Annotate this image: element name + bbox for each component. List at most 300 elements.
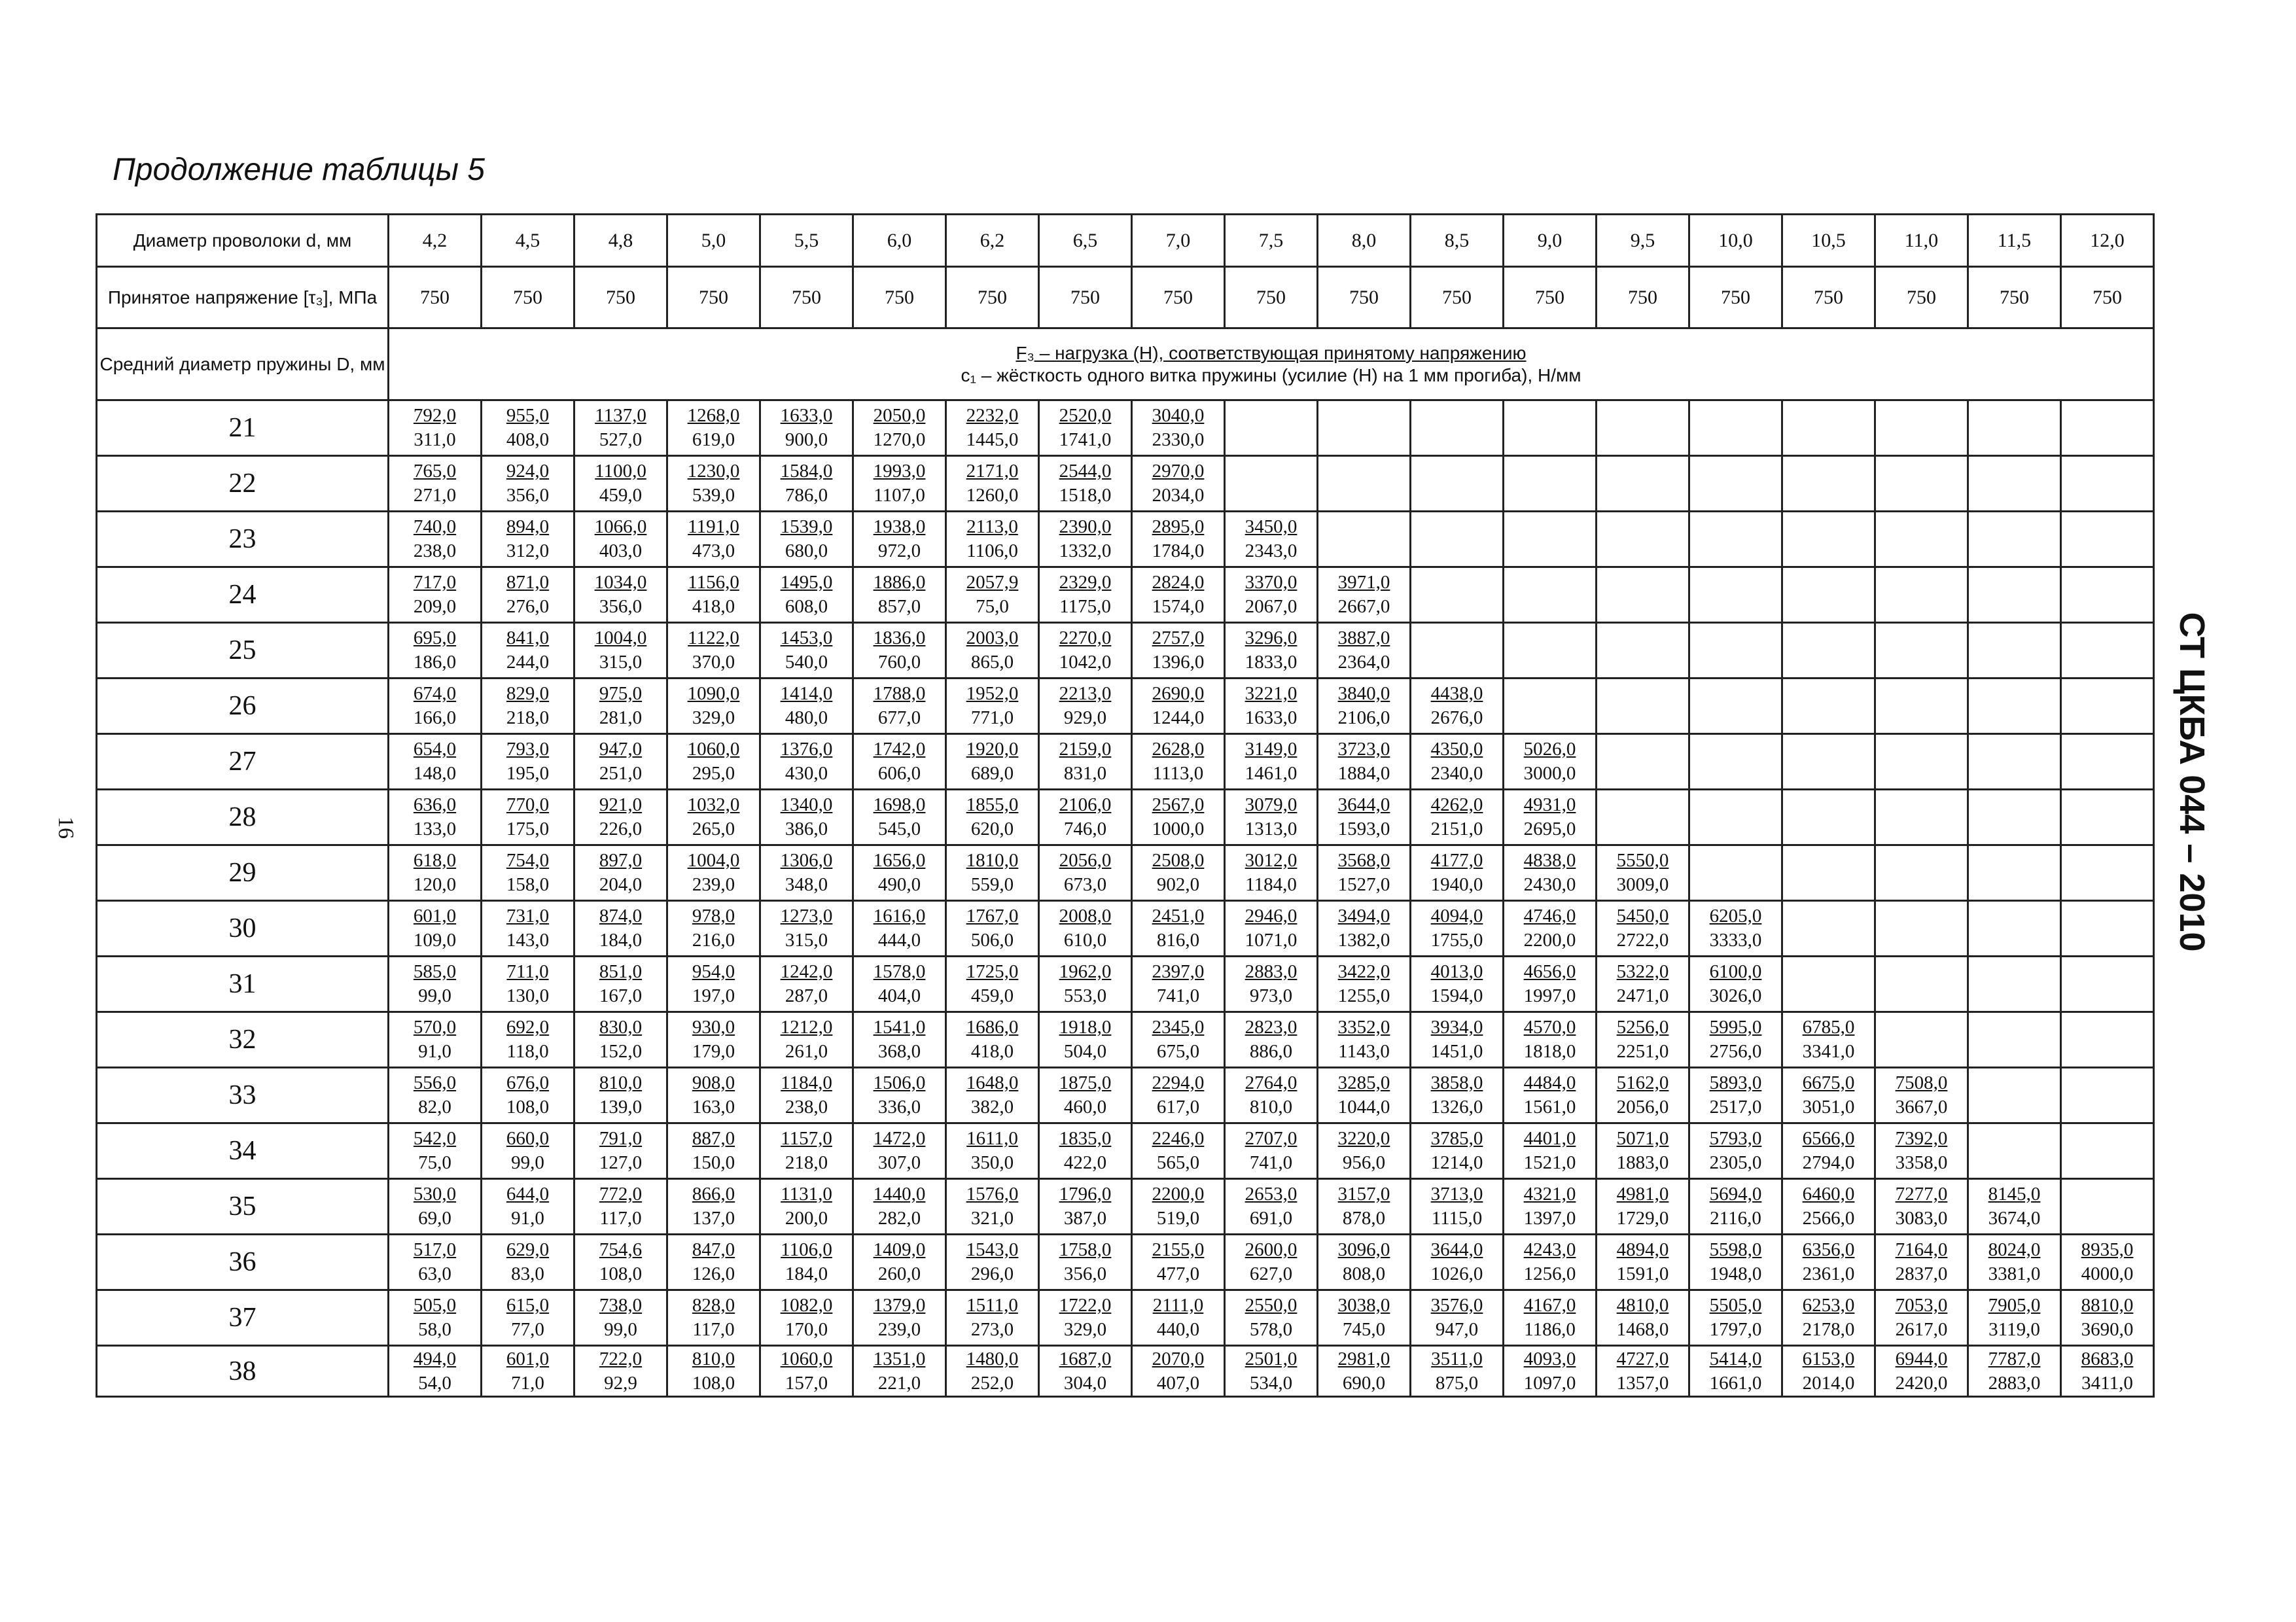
stiffness-value: 218,0 bbox=[506, 707, 550, 728]
load-value: 556,0 bbox=[413, 1072, 457, 1093]
value-cell bbox=[1875, 567, 1968, 623]
load-value: 4094,0 bbox=[1430, 906, 1483, 926]
load-value: 5322,0 bbox=[1616, 961, 1669, 982]
stiffness-value: 350,0 bbox=[970, 1152, 1014, 1173]
value-cell bbox=[1597, 790, 1689, 845]
stiffness-value: 3083,0 bbox=[1895, 1208, 1948, 1229]
value-cell bbox=[2061, 790, 2154, 845]
load-value: 6205,0 bbox=[1709, 906, 1762, 926]
load-value: 517,0 bbox=[413, 1239, 457, 1260]
stiffness-value: 336,0 bbox=[877, 1097, 921, 1118]
wire-diameter-value: 6,2 bbox=[946, 215, 1039, 267]
value-cell bbox=[1782, 456, 1875, 512]
value-cell bbox=[1225, 623, 1318, 679]
table-row bbox=[97, 790, 2154, 845]
load-value: 1758,0 bbox=[1059, 1239, 1112, 1260]
stiffness-value: 75,0 bbox=[418, 1152, 451, 1173]
load-value: 924,0 bbox=[506, 461, 550, 482]
value-cell bbox=[667, 567, 760, 623]
value-cell bbox=[760, 512, 853, 567]
stiffness-value: 356,0 bbox=[506, 485, 550, 506]
wire-diameter-value: 6,0 bbox=[853, 215, 946, 267]
value-cell bbox=[667, 1012, 760, 1068]
value-cell bbox=[1875, 1235, 1968, 1290]
stiffness-value: 1461,0 bbox=[1245, 763, 1298, 784]
wire-diameter-value: 4,8 bbox=[574, 215, 667, 267]
load-value: 7905,0 bbox=[1988, 1295, 2041, 1316]
stiffness-value: 69,0 bbox=[418, 1208, 451, 1229]
value-cell bbox=[1597, 1012, 1689, 1068]
stiffness-value: 252,0 bbox=[970, 1372, 1014, 1394]
stiffness-value: 329,0 bbox=[692, 707, 735, 728]
load-value: 618,0 bbox=[413, 850, 457, 871]
value-cell bbox=[760, 1290, 853, 1346]
load-value: 1584,0 bbox=[780, 461, 833, 482]
value-cell bbox=[389, 1346, 482, 1397]
load-value: 2390,0 bbox=[1059, 516, 1112, 537]
value-cell bbox=[946, 1179, 1039, 1235]
load-value: 847,0 bbox=[692, 1239, 735, 1260]
load-value: 3040,0 bbox=[1152, 405, 1205, 426]
load-value: 1268,0 bbox=[687, 405, 740, 426]
load-value: 6253,0 bbox=[1802, 1295, 1855, 1316]
value-cell bbox=[482, 567, 574, 623]
load-value: 2270,0 bbox=[1059, 627, 1112, 648]
stiffness-value: 506,0 bbox=[970, 930, 1014, 951]
stiffness-value: 127,0 bbox=[599, 1152, 643, 1173]
stiffness-value: 1071,0 bbox=[1245, 930, 1298, 951]
stiffness-value: 311,0 bbox=[414, 429, 456, 450]
load-value: 1472,0 bbox=[873, 1128, 926, 1149]
stiffness-value: 152,0 bbox=[599, 1041, 643, 1062]
value-cell bbox=[1968, 1012, 2061, 1068]
wire-diameter-value: 7,5 bbox=[1225, 215, 1318, 267]
stiffness-value: 473,0 bbox=[692, 540, 735, 561]
stiffness-value: 1527,0 bbox=[1337, 874, 1390, 895]
load-value: 4484,0 bbox=[1523, 1072, 1576, 1093]
stiffness-value: 2361,0 bbox=[1802, 1263, 1855, 1284]
stiffness-value: 675,0 bbox=[1156, 1041, 1200, 1062]
value-cell bbox=[574, 790, 667, 845]
value-cell bbox=[2061, 845, 2154, 901]
standard-designation-text: СТ ЦКБА 044 – 2010 bbox=[2172, 612, 2212, 952]
stiffness-value: 2034,0 bbox=[1152, 485, 1205, 506]
stiffness-value: 741,0 bbox=[1249, 1152, 1293, 1173]
mean-diameter-cell: 24 bbox=[97, 567, 389, 623]
value-cell bbox=[389, 567, 482, 623]
stiffness-value: 408,0 bbox=[506, 429, 550, 450]
table-row bbox=[97, 456, 2154, 512]
value-cell bbox=[1875, 400, 1968, 456]
value-cell bbox=[1968, 845, 2061, 901]
value-cell bbox=[1411, 1012, 1504, 1068]
value-cell bbox=[1411, 400, 1504, 456]
stiffness-value: 816,0 bbox=[1156, 930, 1200, 951]
load-value: 1379,0 bbox=[873, 1295, 926, 1316]
stiffness-value: 143,0 bbox=[506, 930, 550, 951]
stiffness-value: 117,0 bbox=[599, 1208, 642, 1229]
value-cell bbox=[1968, 790, 2061, 845]
value-cell bbox=[389, 512, 482, 567]
load-value: 570,0 bbox=[413, 1017, 457, 1038]
stiffness-value: 1115,0 bbox=[1431, 1208, 1483, 1229]
stiffness-value: 184,0 bbox=[785, 1263, 828, 1284]
stress-value: 750 bbox=[1225, 267, 1318, 328]
value-cell bbox=[853, 567, 946, 623]
value-cell bbox=[667, 790, 760, 845]
value-cell bbox=[1504, 957, 1597, 1012]
stiffness-value: 1042,0 bbox=[1059, 652, 1112, 673]
load-value: 2008,0 bbox=[1059, 906, 1112, 926]
value-cell bbox=[1968, 679, 2061, 734]
table-row bbox=[97, 1346, 2154, 1397]
value-cell bbox=[853, 845, 946, 901]
value-cell bbox=[667, 512, 760, 567]
load-value: 2764,0 bbox=[1245, 1072, 1298, 1093]
load-value: 5026,0 bbox=[1523, 739, 1576, 760]
load-value: 810,0 bbox=[692, 1348, 735, 1369]
value-cell bbox=[1968, 623, 2061, 679]
legend-stiffness-text: c₁ – жёсткость одного витка пружины (усилие (Н) на 1 мм прогиба), Н/мм bbox=[961, 364, 1581, 385]
stiffness-value: 200,0 bbox=[785, 1208, 828, 1229]
value-cell bbox=[574, 623, 667, 679]
value-cell bbox=[853, 623, 946, 679]
load-value: 2757,0 bbox=[1152, 627, 1205, 648]
load-value: 1962,0 bbox=[1059, 961, 1112, 982]
load-value: 1918,0 bbox=[1059, 1017, 1112, 1038]
stiffness-value: 109,0 bbox=[413, 930, 457, 951]
value-cell bbox=[1411, 1346, 1504, 1397]
value-cell bbox=[853, 1068, 946, 1123]
value-cell bbox=[946, 1068, 1039, 1123]
value-cell bbox=[760, 1235, 853, 1290]
stress-value: 750 bbox=[1411, 267, 1504, 328]
stiffness-value: 91,0 bbox=[418, 1041, 451, 1062]
mean-diameter-label: Средний диаметр пружины D, мм bbox=[97, 328, 389, 400]
value-cell bbox=[1689, 1123, 1782, 1179]
load-value: 3352,0 bbox=[1337, 1017, 1390, 1038]
stiffness-value: 175,0 bbox=[506, 819, 550, 839]
load-value: 585,0 bbox=[413, 961, 457, 982]
stiffness-value: 99,0 bbox=[511, 1152, 544, 1173]
load-value: 1886,0 bbox=[873, 572, 926, 593]
value-cell bbox=[1875, 845, 1968, 901]
value-cell bbox=[1411, 456, 1504, 512]
stiffness-value: 58,0 bbox=[418, 1319, 451, 1340]
value-cell bbox=[1225, 1235, 1318, 1290]
load-value: 2883,0 bbox=[1245, 961, 1298, 982]
load-value: 722,0 bbox=[599, 1348, 643, 1369]
wire-diameter-value: 8,5 bbox=[1411, 215, 1504, 267]
stiffness-value: 956,0 bbox=[1342, 1152, 1386, 1173]
value-cell bbox=[1318, 1290, 1411, 1346]
stiffness-value: 1451,0 bbox=[1430, 1041, 1483, 1062]
load-value: 1034,0 bbox=[594, 572, 647, 593]
load-value: 5071,0 bbox=[1616, 1128, 1669, 1149]
stiffness-value: 1729,0 bbox=[1616, 1208, 1669, 1229]
value-cell bbox=[1225, 1012, 1318, 1068]
value-cell bbox=[482, 1346, 574, 1397]
stiffness-value: 137,0 bbox=[692, 1208, 735, 1229]
stiffness-value: 459,0 bbox=[970, 985, 1014, 1006]
stiffness-value: 477,0 bbox=[1156, 1263, 1200, 1284]
stiffness-value: 92,9 bbox=[604, 1372, 637, 1394]
value-cell bbox=[2061, 1235, 2154, 1290]
stiffness-value: 356,0 bbox=[1063, 1263, 1107, 1284]
load-value: 830,0 bbox=[599, 1017, 643, 1038]
value-cell bbox=[946, 1235, 1039, 1290]
value-cell bbox=[1132, 623, 1225, 679]
value-cell bbox=[760, 1123, 853, 1179]
load-value: 2213,0 bbox=[1059, 683, 1112, 704]
stiffness-value: 1026,0 bbox=[1430, 1263, 1483, 1284]
stress-value: 750 bbox=[1968, 267, 2061, 328]
load-value: 6675,0 bbox=[1802, 1072, 1855, 1093]
value-cell bbox=[1132, 1123, 1225, 1179]
value-cell bbox=[853, 901, 946, 957]
value-cell bbox=[389, 901, 482, 957]
value-cell bbox=[760, 845, 853, 901]
value-cell bbox=[1132, 790, 1225, 845]
value-cell bbox=[1225, 512, 1318, 567]
load-value: 3370,0 bbox=[1245, 572, 1298, 593]
load-value: 2451,0 bbox=[1152, 906, 1205, 926]
value-cell bbox=[760, 790, 853, 845]
value-cell bbox=[1039, 623, 1132, 679]
value-cell bbox=[574, 1068, 667, 1123]
stiffness-value: 578,0 bbox=[1249, 1319, 1293, 1340]
value-cell bbox=[389, 957, 482, 1012]
load-value: 2628,0 bbox=[1152, 739, 1205, 760]
wire-diameter-row bbox=[97, 215, 2154, 267]
wire-diameter-value: 4,2 bbox=[389, 215, 482, 267]
value-cell bbox=[1132, 679, 1225, 734]
load-value: 660,0 bbox=[506, 1128, 550, 1149]
load-value: 829,0 bbox=[506, 683, 550, 704]
load-value: 930,0 bbox=[692, 1017, 735, 1038]
value-cell bbox=[1689, 901, 1782, 957]
value-cell bbox=[1689, 400, 1782, 456]
stiffness-value: 296,0 bbox=[970, 1263, 1014, 1284]
load-value: 897,0 bbox=[599, 850, 643, 871]
stiffness-value: 418,0 bbox=[692, 596, 735, 617]
value-cell bbox=[1225, 1123, 1318, 1179]
value-cell bbox=[1504, 512, 1597, 567]
load-value: 6356,0 bbox=[1802, 1239, 1855, 1260]
value-cell bbox=[1411, 901, 1504, 957]
load-value: 6460,0 bbox=[1802, 1184, 1855, 1205]
value-cell bbox=[1039, 790, 1132, 845]
value-cell bbox=[946, 845, 1039, 901]
stiffness-value: 559,0 bbox=[970, 874, 1014, 895]
value-cell bbox=[2061, 957, 2154, 1012]
stiffness-value: 741,0 bbox=[1156, 985, 1200, 1006]
load-value: 5505,0 bbox=[1709, 1295, 1762, 1316]
stiffness-value: 307,0 bbox=[877, 1152, 921, 1173]
value-cell bbox=[1504, 734, 1597, 790]
value-cell bbox=[1225, 1068, 1318, 1123]
value-cell bbox=[482, 1179, 574, 1235]
value-cell bbox=[1132, 456, 1225, 512]
value-cell bbox=[1318, 456, 1411, 512]
stiffness-value: 1940,0 bbox=[1430, 874, 1483, 895]
value-cell bbox=[1039, 845, 1132, 901]
load-value: 2550,0 bbox=[1245, 1295, 1298, 1316]
load-value: 4262,0 bbox=[1430, 794, 1483, 815]
stress-value: 750 bbox=[1318, 267, 1411, 328]
value-cell bbox=[1132, 512, 1225, 567]
load-value: 4350,0 bbox=[1430, 739, 1483, 760]
load-value: 1578,0 bbox=[873, 961, 926, 982]
spring-table bbox=[96, 213, 2155, 1398]
value-cell bbox=[1411, 734, 1504, 790]
value-cell bbox=[946, 901, 1039, 957]
load-value: 1648,0 bbox=[966, 1072, 1019, 1093]
value-cell bbox=[574, 512, 667, 567]
load-value: 5793,0 bbox=[1709, 1128, 1762, 1149]
value-cell bbox=[1318, 1123, 1411, 1179]
mean-diameter-cell: 25 bbox=[97, 623, 389, 679]
stiffness-value: 608,0 bbox=[785, 596, 828, 617]
stiffness-value: 2420,0 bbox=[1895, 1372, 1948, 1394]
value-cell bbox=[2061, 1346, 2154, 1397]
load-value: 978,0 bbox=[692, 906, 735, 926]
load-value: 1122,0 bbox=[688, 627, 739, 648]
value-cell bbox=[1411, 1179, 1504, 1235]
mean-diameter-cell: 34 bbox=[97, 1123, 389, 1179]
stiffness-value: 2305,0 bbox=[1709, 1152, 1762, 1173]
stiffness-value: 2695,0 bbox=[1523, 819, 1576, 839]
load-value: 1191,0 bbox=[688, 516, 739, 537]
value-cell bbox=[2061, 679, 2154, 734]
load-value: 1920,0 bbox=[966, 739, 1019, 760]
value-cell bbox=[1411, 1123, 1504, 1179]
stiffness-value: 139,0 bbox=[599, 1097, 643, 1118]
wire-diameter-value: 9,5 bbox=[1597, 215, 1689, 267]
mean-diameter-cell: 22 bbox=[97, 456, 389, 512]
table-row bbox=[97, 400, 2154, 456]
load-value: 1212,0 bbox=[780, 1017, 833, 1038]
stiffness-value: 627,0 bbox=[1249, 1263, 1293, 1284]
stiffness-value: 540,0 bbox=[785, 652, 828, 673]
value-cell bbox=[1689, 1235, 1782, 1290]
stiffness-value: 209,0 bbox=[413, 596, 457, 617]
value-cell bbox=[1875, 1290, 1968, 1346]
stiffness-value: 370,0 bbox=[692, 652, 735, 673]
value-cell bbox=[1875, 456, 1968, 512]
value-cell bbox=[1782, 512, 1875, 567]
stiffness-value: 2340,0 bbox=[1430, 763, 1483, 784]
stress-value: 750 bbox=[2061, 267, 2154, 328]
stiffness-value: 130,0 bbox=[506, 985, 550, 1006]
stiffness-value: 315,0 bbox=[599, 652, 643, 673]
load-value: 1230,0 bbox=[687, 461, 740, 482]
load-value: 3221,0 bbox=[1245, 683, 1298, 704]
value-cell bbox=[2061, 567, 2154, 623]
value-cell bbox=[2061, 1179, 2154, 1235]
load-value: 4838,0 bbox=[1523, 850, 1576, 871]
stiffness-value: 1396,0 bbox=[1152, 652, 1205, 673]
value-cell bbox=[1225, 1290, 1318, 1346]
value-cell bbox=[853, 400, 946, 456]
stiffness-value: 2251,0 bbox=[1616, 1041, 1669, 1062]
value-cell bbox=[853, 1179, 946, 1235]
value-cell bbox=[1318, 1346, 1411, 1397]
load-value: 601,0 bbox=[413, 906, 457, 926]
stiffness-value: 3026,0 bbox=[1709, 985, 1762, 1006]
stiffness-value: 1000,0 bbox=[1152, 819, 1205, 839]
value-cell bbox=[1132, 1235, 1225, 1290]
value-cell bbox=[389, 1068, 482, 1123]
value-cell bbox=[482, 1123, 574, 1179]
stiffness-value: 808,0 bbox=[1342, 1263, 1386, 1284]
load-value: 1100,0 bbox=[595, 461, 646, 482]
stiffness-value: 422,0 bbox=[1063, 1152, 1107, 1173]
stiffness-value: 2364,0 bbox=[1337, 652, 1390, 673]
stiffness-value: 117,0 bbox=[692, 1319, 735, 1340]
stiffness-value: 158,0 bbox=[506, 874, 550, 895]
value-cell bbox=[946, 1123, 1039, 1179]
value-cell bbox=[760, 623, 853, 679]
stiffness-value: 677,0 bbox=[877, 707, 921, 728]
stress-value: 750 bbox=[482, 267, 574, 328]
mean-diameter-cell: 32 bbox=[97, 1012, 389, 1068]
stiffness-value: 312,0 bbox=[506, 540, 550, 561]
load-value: 1506,0 bbox=[873, 1072, 926, 1093]
stiffness-value: 1326,0 bbox=[1430, 1097, 1483, 1118]
table-row bbox=[97, 679, 2154, 734]
stiffness-value: 3000,0 bbox=[1523, 763, 1576, 784]
stiffness-value: 865,0 bbox=[970, 652, 1014, 673]
value-cell bbox=[853, 1235, 946, 1290]
load-value: 5598,0 bbox=[1709, 1239, 1762, 1260]
stiffness-value: 75,0 bbox=[976, 596, 1009, 617]
load-value: 887,0 bbox=[692, 1128, 735, 1149]
load-value: 3887,0 bbox=[1337, 627, 1390, 648]
mean-diameter-cell: 26 bbox=[97, 679, 389, 734]
wire-diameter-value: 5,5 bbox=[760, 215, 853, 267]
load-value: 4746,0 bbox=[1523, 906, 1576, 926]
value-cell bbox=[389, 400, 482, 456]
value-cell bbox=[1782, 1346, 1875, 1397]
stiffness-value: 244,0 bbox=[506, 652, 550, 673]
load-value: 1131,0 bbox=[781, 1184, 832, 1205]
stiffness-value: 1661,0 bbox=[1709, 1372, 1762, 1394]
value-cell bbox=[1039, 1346, 1132, 1397]
value-cell bbox=[667, 456, 760, 512]
load-value: 1788,0 bbox=[873, 683, 926, 704]
load-value: 1376,0 bbox=[780, 739, 833, 760]
value-cell bbox=[667, 623, 760, 679]
stiffness-value: 1997,0 bbox=[1523, 985, 1576, 1006]
value-cell bbox=[1689, 734, 1782, 790]
load-value: 3644,0 bbox=[1337, 794, 1390, 815]
value-cell bbox=[667, 1235, 760, 1290]
stiffness-value: 545,0 bbox=[877, 819, 921, 839]
value-cell bbox=[1597, 1235, 1689, 1290]
value-cell bbox=[1039, 1290, 1132, 1346]
value-cell bbox=[760, 734, 853, 790]
value-cell bbox=[482, 679, 574, 734]
value-cell bbox=[853, 1346, 946, 1397]
stiffness-value: 760,0 bbox=[877, 652, 921, 673]
wire-diameter-value: 6,5 bbox=[1039, 215, 1132, 267]
stiffness-value: 265,0 bbox=[692, 819, 735, 839]
stiffness-value: 3667,0 bbox=[1895, 1097, 1948, 1118]
stiffness-value: 929,0 bbox=[1063, 707, 1107, 728]
stiffness-value: 186,0 bbox=[413, 652, 457, 673]
stiffness-value: 3333,0 bbox=[1709, 930, 1762, 951]
